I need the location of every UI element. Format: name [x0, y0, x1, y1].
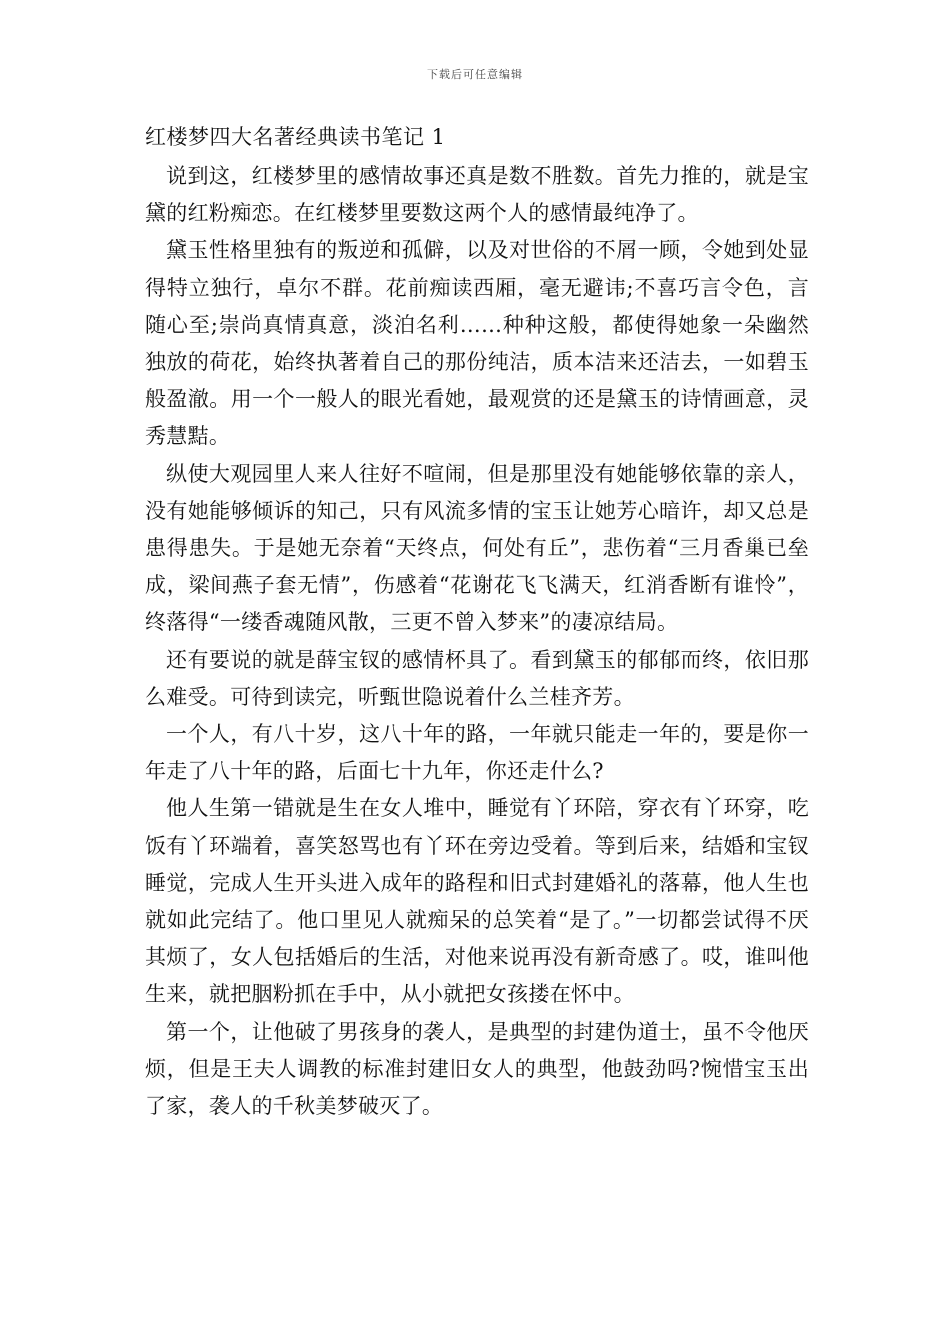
paragraph-7: 第一个，让他破了男孩身的袭人，是典型的封建伪道士，虽不令他厌烦，但是王夫人调教的标准封建旧女人的典型，他鼓劲吗?惋惜宝玉出了家，袭人的千秋美梦破灭了。 — [145, 1019, 809, 1119]
paragraph-2: 黛玉性格里独有的叛逆和孤僻，以及对世俗的不屑一顾，令她到处显得特立独行，卓尔不群。花前痴读西厢，毫无避讳;不喜巧言令色，言随心至;崇尚真情真意，淡泊名利……种种这般，都使得她象一朵幽然独放的荷花，始终执著着自己的那份纯洁，质本洁来还洁去，一如碧玉般盈澈。用一个一般人的眼光看她，最观赏的还是黛玉的诗情画意，灵秀慧黠。 — [145, 238, 809, 449]
paragraph-4: 还有要说的就是薛宝钗的感情杯具了。看到黛玉的郁郁而终，依旧那么难受。可待到读完，听甄世隐说着什么兰桂齐芳。 — [145, 647, 809, 709]
document-title: 红楼梦四大名著经典读书笔记 1 — [145, 125, 446, 149]
paragraph-6: 他人生第一错就是生在女人堆中，睡觉有丫环陪，穿衣有丫环穿，吃饭有丫环端着，喜笑怒骂也有丫环在旁边受着。等到后来，结婚和宝钗睡觉，完成人生开头进入成年的路程和旧式封建婚礼的落幕，他人生也就如此完结了。他口里见人就痴呆的总笑着“是了。”一切都尝试得不厌其烦了，女人包括婚后的生活，对他来说再没有新奇感了。哎，谁叫他生来，就把胭粉抓在手中，从小就把女孩搂在怀中。 — [145, 796, 809, 1007]
page-header: 下载后可任意编辑 — [427, 68, 523, 81]
paragraph-3: 纵使大观园里人来人往好不喧闹，但是那里没有她能够依靠的亲人，没有她能够倾诉的知己，只有风流多情的宝玉让她芳心暗许，却又总是患得患失。于是她无奈着“天终点，何处有丘”，悲伤着“三月香巢已垒成，梁间燕子套无情”，伤感着“花谢花飞飞满天，红消香断有谁怜”，终落得“一缕香魂随风散，三更不曾入梦来”的凄凉结局。 — [145, 461, 809, 635]
paragraph-5: 一个人，有八十岁，这八十年的路，一年就只能走一年的，要是你一年走了八十年的路，后面七十九年，你还走什么? — [145, 722, 809, 784]
paragraph-1: 说到这，红楼梦里的感情故事还真是数不胜数。首先力推的，就是宝黛的红粉痴恋。在红楼梦里要数这两个人的感情最纯净了。 — [145, 164, 809, 226]
document-body — [145, 118, 809, 1125]
